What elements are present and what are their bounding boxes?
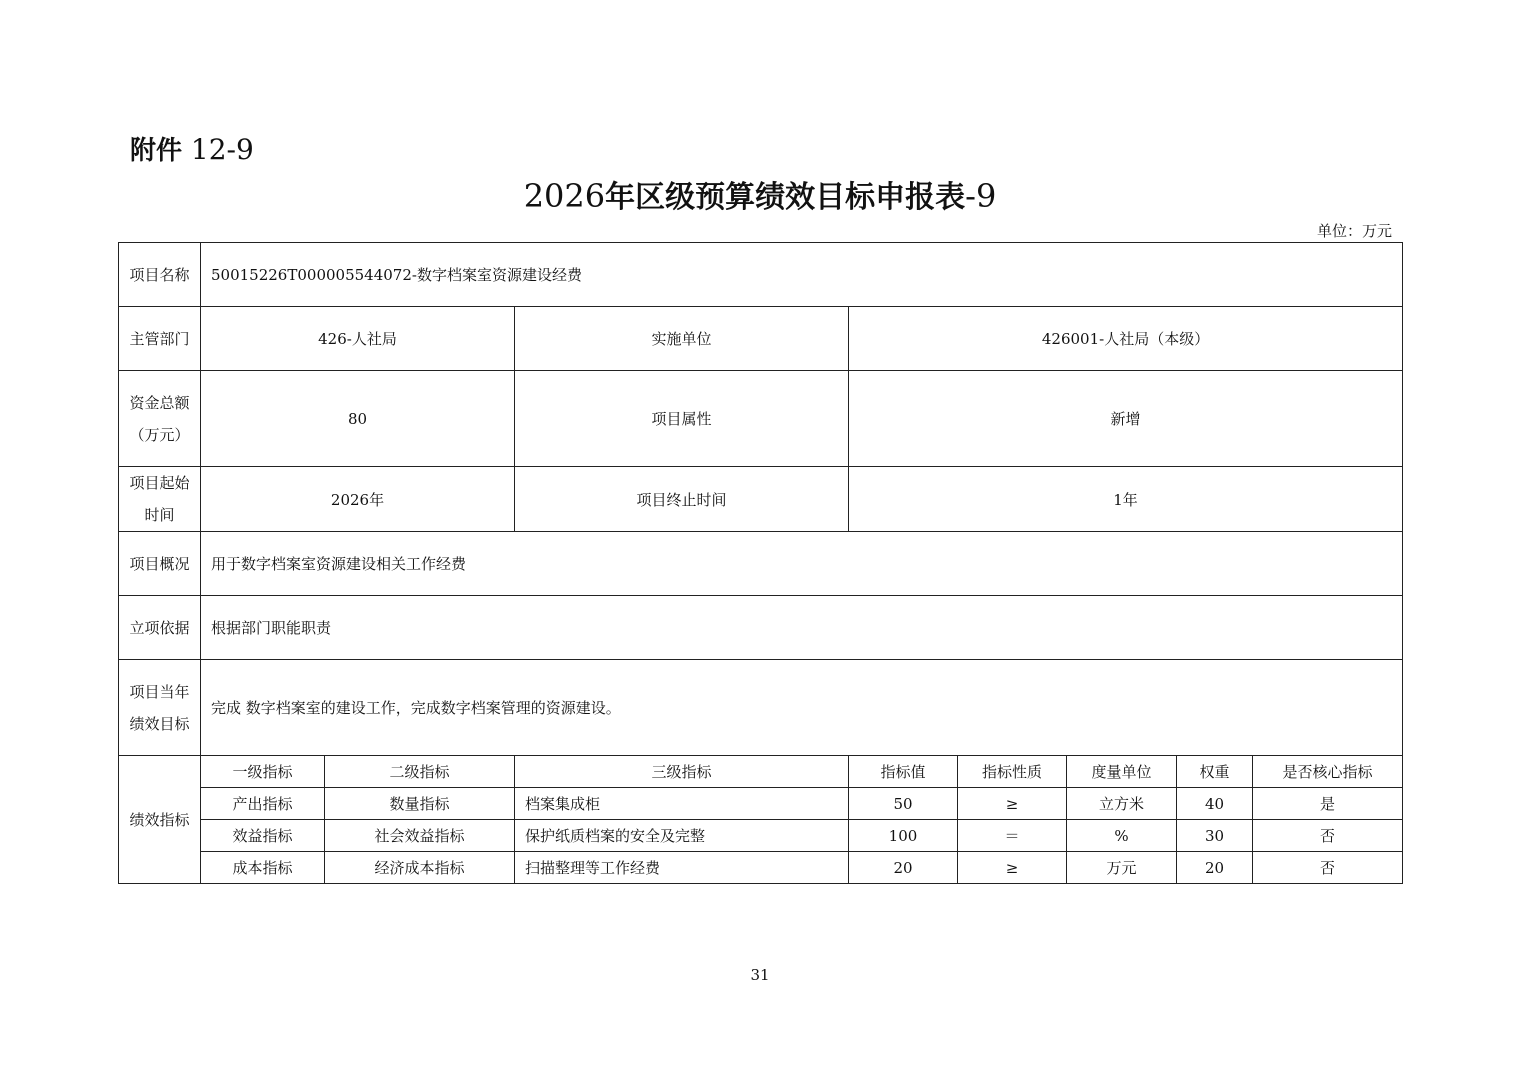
level1-indicator: 产出指标 [201,788,325,820]
goal-label: 项目当年绩效目标 [119,660,201,756]
overview-label: 项目概况 [119,532,201,596]
indicators-label: 绩效指标 [119,756,201,884]
column-header: 一级指标 [201,756,325,788]
project-attribute-label: 项目属性 [515,371,849,467]
start-time-label: 项目起始时间 [119,467,201,532]
row-project-name [119,243,1403,307]
indicator-nature: ＝ [958,820,1067,852]
implementing-unit-label: 实施单位 [515,307,849,371]
end-time-label: 项目终止时间 [515,467,849,532]
title-year: 2026 [523,177,606,215]
level3-indicator: 扫描整理等工作经费 [515,852,849,884]
start-time-value: 2026年 [201,467,515,532]
measurement-unit: 立方米 [1067,788,1177,820]
budget-form-table [118,242,1403,884]
unit-note: 单位：万元 [1316,222,1392,240]
level2-indicator: 社会效益指标 [325,820,515,852]
level3-indicator: 档案集成柜 [515,788,849,820]
indicator-nature: ≥ [958,852,1067,884]
row-overview [119,532,1403,596]
indicator-header-row [119,756,1403,788]
goal-value: 完成 数字档案室的建设工作，完成数字档案管理的资源建设。 [201,660,1403,756]
attachment-number: 12-9 [190,133,254,166]
column-header: 三级指标 [515,756,849,788]
column-header: 指标值 [849,756,958,788]
attachment-prefix: 附件 [130,136,183,166]
basis-label: 立项依据 [119,596,201,660]
indicator-nature: ≥ [958,788,1067,820]
page-title [0,174,1520,220]
is-core-indicator: 是 [1253,788,1403,820]
end-time-value: 1年 [849,467,1403,532]
indicator-value: 100 [849,820,958,852]
column-header: 是否核心指标 [1253,756,1403,788]
project-attribute-value: 新增 [849,371,1403,467]
weight: 20 [1177,852,1253,884]
title-suffix: -9 [965,177,997,215]
level2-indicator: 数量指标 [325,788,515,820]
department-value: 426-人社局 [201,307,515,371]
row-funds [119,371,1403,467]
overview-value: 用于数字档案室资源建设相关工作经费 [201,532,1403,596]
level1-indicator: 成本指标 [201,852,325,884]
table-row [119,852,1403,884]
project-name-value: 50015226T000005544072-数字档案室资源建设经费 [201,243,1403,307]
title-text: 年区级预算绩效目标申报表 [605,180,966,215]
row-basis [119,596,1403,660]
total-funds-value: 80 [201,371,515,467]
is-core-indicator: 否 [1253,852,1403,884]
level3-indicator: 保护纸质档案的安全及完整 [515,820,849,852]
table-row [119,788,1403,820]
row-goal [119,660,1403,756]
project-name-label: 项目名称 [119,243,201,307]
attachment-label [130,130,254,171]
column-header: 二级指标 [325,756,515,788]
column-header: 指标性质 [958,756,1067,788]
table-row [119,820,1403,852]
weight: 30 [1177,820,1253,852]
page-number: 31 [750,966,770,984]
column-header: 度量单位 [1067,756,1177,788]
is-core-indicator: 否 [1253,820,1403,852]
row-time [119,467,1403,532]
department-label: 主管部门 [119,307,201,371]
level2-indicator: 经济成本指标 [325,852,515,884]
level1-indicator: 效益指标 [201,820,325,852]
indicator-value: 50 [849,788,958,820]
implementing-unit-value: 426001-人社局（本级） [849,307,1403,371]
measurement-unit: 万元 [1067,852,1177,884]
column-header: 权重 [1177,756,1253,788]
basis-value: 根据部门职能职责 [201,596,1403,660]
total-funds-label: 资金总额（万元） [119,371,201,467]
row-department [119,307,1403,371]
measurement-unit: % [1067,820,1177,852]
weight: 40 [1177,788,1253,820]
indicator-value: 20 [849,852,958,884]
